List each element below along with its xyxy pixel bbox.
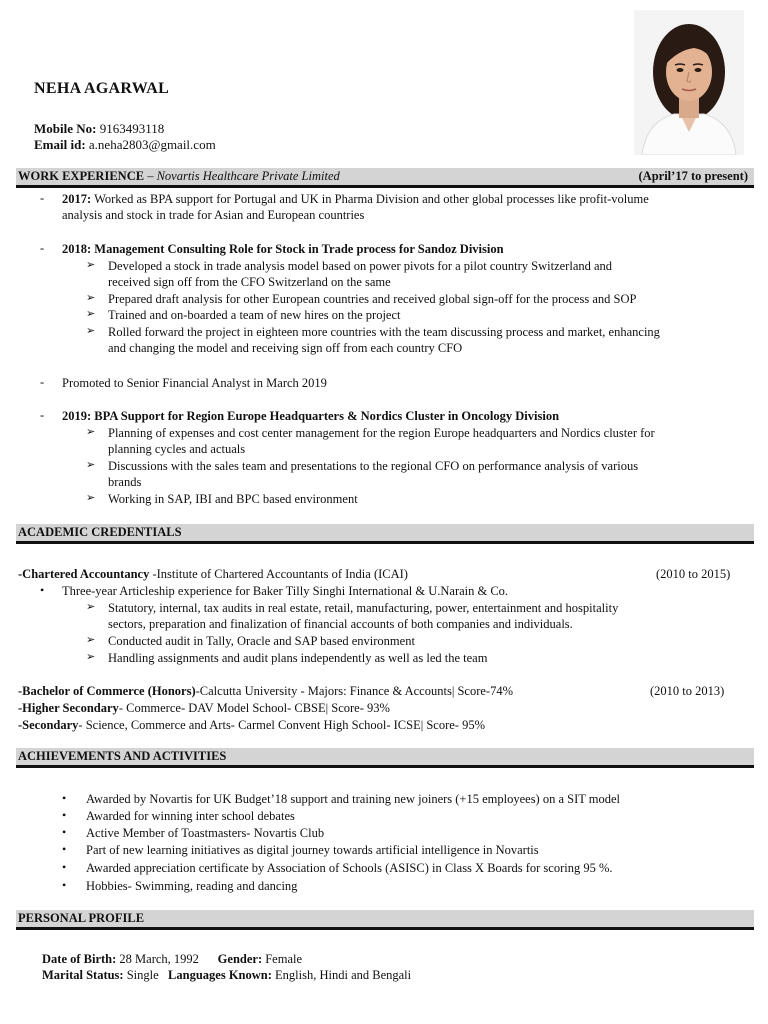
work-2018-sub-2: Prepared draft analysis for other European countries and received global sign-off for the process and SOP	[108, 292, 637, 306]
dash-marker: -	[40, 408, 45, 422]
article-sub-2: Conducted audit in Tally, Oracle and SAP based environment	[108, 634, 415, 648]
mobile-number: 9163493118	[99, 121, 165, 136]
achievement-item: Active Member of Toastmasters- Novartis Club	[86, 826, 325, 840]
arrow-bullet-icon: ➢	[86, 634, 96, 646]
bullet-dot-icon: •	[62, 808, 67, 822]
candidate-name: NEHA AGARWAL	[34, 80, 170, 97]
marital-value: Single	[126, 968, 159, 982]
dash-marker: -	[40, 191, 45, 205]
bullet-dot-icon: •	[62, 878, 67, 892]
articleship-line: Three-year Articleship experience for Baker Tilly Singhi International & U.Narain & Co.	[62, 584, 509, 598]
bcom-line: -Bachelor of Commerce (Honors)-Calcutta University - Majors: Finance & Accounts| Score-74%	[18, 684, 513, 698]
bcom-period: (2010 to 2013)	[650, 684, 725, 698]
work-2019-sub-2b: brands	[108, 475, 142, 489]
arrow-bullet-icon: ➢	[86, 426, 96, 438]
arrow-bullet-icon: ➢	[86, 601, 96, 613]
work-item-2018-title: 2018: Management Consulting Role for Stock in Trade process for Sandoz Division	[62, 242, 504, 256]
work-2018-sub-4b: and changing the model and receiving sign off from each country CFO	[108, 341, 463, 355]
company-name: – Novartis Healthcare Private Limited	[147, 169, 340, 183]
arrow-bullet-icon: ➢	[86, 292, 96, 304]
section-title: ACADEMIC CREDENTIALS	[18, 525, 182, 539]
marital-language-line: Marital Status: Single Languages Known: English, Hindi and Bengali	[42, 968, 412, 982]
contact-block	[34, 121, 216, 153]
article-sub-1b: sectors, preparation and finalization of financial accounts of both companies and individuals.	[108, 617, 573, 631]
section-title: ACHIEVEMENTS AND ACTIVITIES	[18, 749, 227, 763]
bullet-dot-icon: •	[62, 825, 67, 839]
academic-credentials-header	[16, 524, 754, 544]
arrow-bullet-icon: ➢	[86, 259, 96, 271]
article-sub-1a: Statutory, internal, tax audits in real estate, retail, manufacturing, power, entertainment and hospitality	[108, 601, 619, 615]
achievement-item: Awarded appreciation certificate by Association of Schools (ASISC) in Class X Boards for scoring 95 %.	[86, 861, 613, 875]
dob-value: 28 March, 1992	[119, 952, 199, 966]
work-2019-sub-1a: Planning of expenses and cost center management for the region Europe headquarters and Nordics cluster for	[108, 426, 655, 440]
achievement-item: Awarded for winning inter school debates	[86, 809, 295, 823]
arrow-bullet-icon: ➢	[86, 492, 96, 504]
mobile-line: Mobile No: 9163493118	[34, 121, 165, 136]
ca-line: -Chartered Accountancy -Institute of Chartered Accountants of India (ICAI)	[18, 567, 408, 581]
higher-secondary-line: -Higher Secondary- Commerce- DAV Model School- CBSE| Score- 93%	[18, 701, 390, 715]
secondary-line: -Secondary- Science, Commerce and Arts- Carmel Convent High School- ICSE| Score- 95%	[18, 718, 486, 732]
arrow-bullet-icon: ➢	[86, 308, 96, 320]
section-title: WORK EXPERIENCE	[18, 169, 145, 183]
arrow-bullet-icon: ➢	[86, 651, 96, 663]
work-2018-sub-4a: Rolled forward the project in eighteen more countries with the team discussing process and market, enhancing	[108, 325, 660, 339]
bullet-dot-icon: •	[62, 791, 67, 805]
achievements-header	[16, 748, 754, 768]
work-2019-sub-1b: planning cycles and actuals	[108, 442, 246, 456]
gender-value: Female	[265, 952, 303, 966]
arrow-bullet-icon: ➢	[86, 459, 96, 471]
email-address[interactable]: a.neha2803@gmail.com	[88, 137, 216, 152]
work-2019-sub-3: Working in SAP, IBI and BPC based environment	[108, 492, 358, 506]
dob-gender-line: Date of Birth: 28 March, 1992 Gender: Female	[42, 952, 303, 966]
work-item-promotion: Promoted to Senior Financial Analyst in March 2019	[62, 376, 327, 390]
section-title: PERSONAL PROFILE	[18, 911, 145, 925]
personal-profile-header	[16, 910, 754, 930]
dash-marker: -	[40, 375, 45, 389]
achievement-item: Part of new learning initiatives as digital journey towards artificial intelligence in Novartis	[86, 843, 539, 857]
work-2018-sub-1b: received sign off from the CFO Switzerland on the same	[108, 275, 391, 289]
work-period: (April’17 to present)	[638, 169, 748, 183]
work-experience-header	[16, 168, 754, 188]
work-2019-sub-2a: Discussions with the sales team and presentations to the regional CFO on performance analysis of various	[108, 459, 639, 473]
profile-photo	[634, 10, 744, 155]
achievement-item: Awarded by Novartis for UK Budget’18 support and training new joiners (+15 employees) on a SIT model	[86, 792, 621, 806]
work-item-2019-title: 2019: BPA Support for Region Europe Headquarters & Nordics Cluster in Oncology Division	[62, 409, 560, 423]
ca-period: (2010 to 2015)	[656, 567, 731, 581]
bullet-dot-icon: •	[62, 842, 67, 856]
achievement-item: Hobbies- Swimming, reading and dancing	[86, 879, 298, 893]
work-2018-sub-3: Trained and on-boarded a team of new hires on the project	[108, 308, 401, 322]
dash-marker: -	[40, 241, 45, 255]
work-item-2017-line2: analysis and stock in trade for Asian and European countries	[62, 208, 365, 222]
email-line: Email id: a.neha2803@gmail.com	[34, 137, 216, 152]
work-2018-sub-1a: Developed a stock in trade analysis model based on power pivots for a pilot country Switzerland and	[108, 259, 613, 273]
article-sub-3: Handling assignments and audit plans independently as well as led the team	[108, 651, 488, 665]
languages-value: English, Hindi and Bengali	[275, 968, 412, 982]
work-item-2017-line1: 2017: Worked as BPA support for Portugal and UK in Pharma Division and other global processes like profit-volume	[62, 192, 649, 206]
arrow-bullet-icon: ➢	[86, 325, 96, 337]
bullet-dot-icon: •	[62, 860, 67, 874]
bullet-dot-icon: •	[40, 583, 45, 597]
